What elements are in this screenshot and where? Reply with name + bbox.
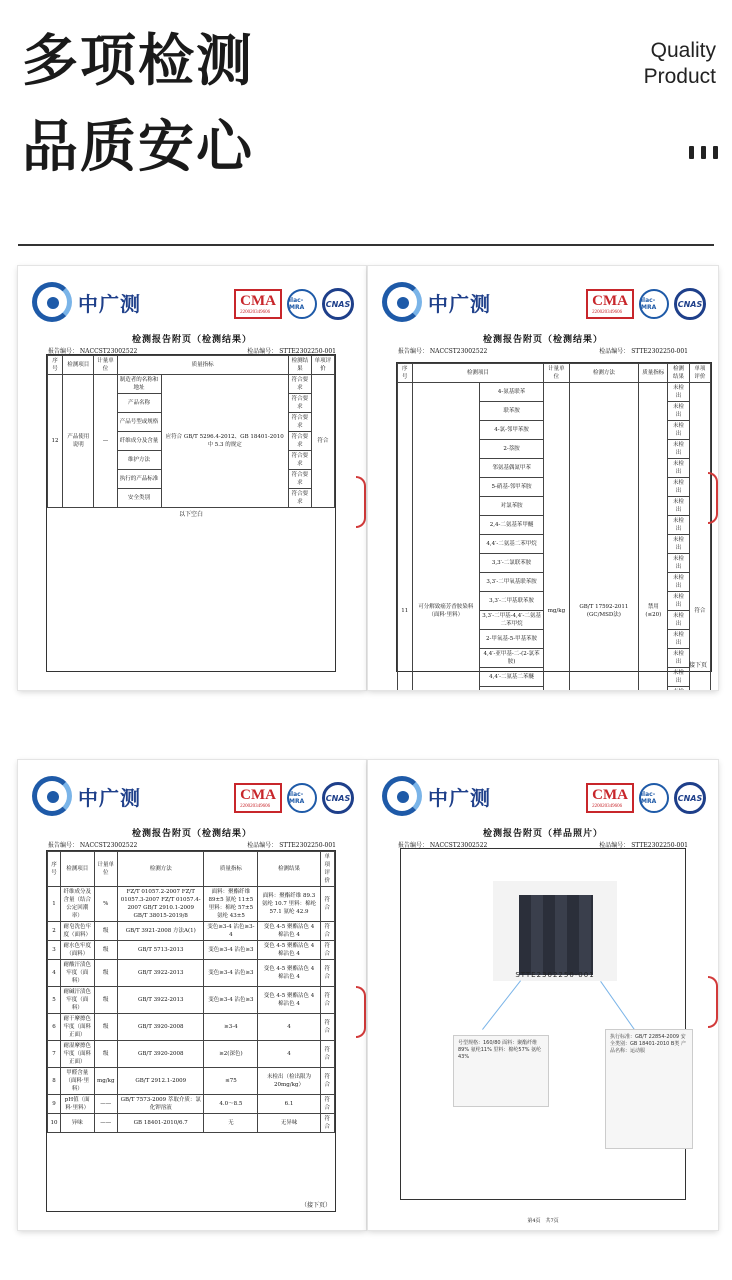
verdict-cell: 符合 (311, 375, 334, 508)
continued-note: 接下页 (688, 662, 707, 669)
result-cell: 未检出 (668, 554, 689, 573)
result-cell: 4 (258, 1014, 320, 1041)
method-cell: FZ/T 01057.2-2007 FZ/T 01057.3-2007 FZ/T 01057.4-2007 GB/T 2910.1-2009 GB/T 38015-2019/8 (118, 887, 204, 922)
spec-cell: 变色≥3-4 沾色≥3-4 (204, 922, 258, 941)
table-header-cell: 序号 (48, 356, 63, 375)
item-cell: 甲醛含量（面料·里料） (60, 1068, 94, 1095)
cnas-mark-icon: CNAS (674, 782, 706, 814)
amine-cell: 5-硝基-邻甲苯胺 (479, 478, 543, 497)
seq-cell: 4 (48, 960, 61, 987)
table-row (48, 960, 335, 987)
table-header-row (48, 356, 335, 375)
verdict-cell: 符合 (320, 1095, 334, 1114)
cert-marks (586, 782, 706, 814)
table-header-cell: 计量单位 (544, 364, 569, 383)
lab-logo-icon (32, 776, 72, 816)
report-sheet-1 (18, 266, 366, 690)
table-row (48, 1114, 335, 1133)
amine-cell: 4,4′-二氨基二苯甲烷 (479, 535, 543, 554)
result-cell: 未检出 (668, 649, 689, 668)
verdict-cell: 符合 (320, 960, 334, 987)
unit-cell: mg/kg (544, 383, 569, 691)
cnas-mark-icon: CNAS (322, 288, 354, 320)
result-cell: 符合要求 (288, 489, 311, 508)
spec-cell: 变色≥3-4 沾色≥3 (204, 941, 258, 960)
table-header-cell: 检测结果 (668, 364, 689, 383)
item-cell: 耐水色牢度（面料） (60, 941, 94, 960)
amine-cell: 3,3′-二甲氧基联苯胺 (479, 573, 543, 592)
report-sheet-3 (18, 760, 366, 1230)
unit-cell: 级 (94, 941, 117, 960)
amine-cell: 4,4′-亚甲基-二-(2-氯苯胺) (479, 649, 543, 668)
unit-cell: —— (94, 1095, 117, 1114)
spec-cell: ≥3-4 (204, 1014, 258, 1041)
table-header-cell: 检测项目 (63, 356, 94, 375)
seq-cell: 12 (48, 375, 63, 508)
lab-logo-icon (32, 282, 72, 322)
amine-cell: 2-萘胺 (479, 440, 543, 459)
method-cell: GB/T 3922-2013 (118, 987, 204, 1014)
ilac-mark-icon: ilac-MRA (639, 289, 669, 319)
unit-cell: % (94, 887, 117, 922)
seal-stamp-icon (708, 472, 718, 524)
criterion-cell: 安全类别 (117, 489, 161, 508)
method-cell: GB/T 17592-2011 (GC/MSD法) (569, 383, 639, 691)
method-cell: GB/T 2912.1-2009 (118, 1068, 204, 1095)
seq-cell: 10 (48, 1114, 61, 1133)
table-header-cell: 单项评价 (311, 356, 334, 375)
quality-badge (644, 38, 716, 90)
sample-number: 检品编号： STTE2302250-001 (247, 348, 336, 355)
criterion-cell: 执行的产品标准 (117, 470, 161, 489)
unit-cell: — (94, 375, 117, 508)
connector-line (600, 981, 635, 1031)
table-header-cell: 质量指标 (204, 852, 258, 887)
table-row (48, 987, 335, 1014)
seq-cell: 11 (398, 383, 413, 691)
limit-cell: 禁用 (≤20) (639, 383, 668, 691)
report-number: 报告编号： NACCST23002522 (398, 348, 488, 355)
table-row (48, 1095, 335, 1114)
table-row (398, 383, 711, 402)
table-header-cell: 检测项目 (60, 852, 94, 887)
spec-cell: 4.0～8.5 (204, 1095, 258, 1114)
sample-number: 检品编号： STTE2302250-001 (599, 348, 688, 355)
result-cell: 变色 4-5 聚酯沾色 4 棉沾色 4 (258, 941, 320, 960)
table-row (48, 1041, 335, 1068)
item-cell: 耐干摩擦色牢度（面料正面） (60, 1014, 94, 1041)
criterion-cell: 产品名称 (117, 394, 161, 413)
method-cell: GB/T 3920-2008 (118, 1014, 204, 1041)
amine-table (397, 363, 711, 690)
item-cell: 产品使用说明 (63, 375, 94, 508)
report-frame (396, 362, 712, 684)
result-cell: 符合要求 (288, 394, 311, 413)
report-frame (46, 354, 336, 672)
care-label-1: 号型规格：160/80 面料：聚酯纤维89% 氨纶11% 里料：棉纶57% 氨纶43% (453, 1035, 549, 1107)
table-header-cell: 检测结果 (258, 852, 320, 887)
report-number: 报告编号： NACCST23002522 (398, 842, 488, 849)
result-cell: 未检出 (668, 668, 689, 687)
result-cell: 未检出 (668, 440, 689, 459)
table-header-cell: 检测方法 (569, 364, 639, 383)
cert-marks (234, 782, 354, 814)
continued-note: （接下页） (300, 1202, 331, 1209)
amine-cell: 联苯胺 (479, 402, 543, 421)
lab-logo (382, 282, 491, 322)
standard-cell: 应符合 GB/T 5296.4-2012、GB 18401-2010 中 5.3 的规定 (161, 375, 288, 508)
table-header-cell: 序号 (48, 852, 61, 887)
cnas-mark-icon: CNAS (674, 288, 706, 320)
table-row (48, 1014, 335, 1041)
result-cell: 变色 4-5 聚酯沾色 4 棉沾色 4 (258, 987, 320, 1014)
verdict-cell: 符合 (320, 987, 334, 1014)
cma-mark-icon: CMA 220020349606 (586, 783, 634, 813)
item-cell: pH值（面料·里料） (60, 1095, 94, 1114)
amine-cell: 3,3′-二氯联苯胺 (479, 554, 543, 573)
table-header-cell: 检测结果 (288, 356, 311, 375)
result-cell: 面料：聚酯纤维 89.3 氨纶 10.7 里料：棉纶 57.1 氨纶 42.9 (258, 887, 320, 922)
criterion-cell: 制造者的名称和地址 (117, 375, 161, 394)
item-cell: 纤维成分及含量（结合公定回潮率） (60, 887, 94, 922)
report-title: 检测报告附页（检测结果） (482, 335, 603, 345)
result-cell: 未检出 (668, 630, 689, 649)
report-number: 报告编号： NACCST23002522 (48, 348, 138, 355)
unit-cell: 级 (94, 960, 117, 987)
spec-cell: 无 (204, 1114, 258, 1133)
item-cell: 耐酸汗渍色牢度（面料） (60, 960, 94, 987)
divider (18, 244, 714, 246)
sample-number: 检品编号： STTE2302250-001 (247, 842, 336, 849)
method-cell: GB/T 3922-2013 (118, 960, 204, 987)
amine-cell: 邻氨基偶氮甲苯 (479, 459, 543, 478)
lab-logo (32, 776, 141, 816)
report-sheet-2 (368, 266, 718, 690)
amine-cell: 4-氨基联苯 (479, 383, 543, 402)
seq-cell: 7 (48, 1041, 61, 1068)
result-cell: 未检出 (668, 516, 689, 535)
lab-logo-text: 中广测 (428, 291, 491, 316)
result-table (47, 851, 335, 1133)
amine-cell: 对氯苯胺 (479, 497, 543, 516)
method-cell: GB/T 7573-2009 萃取介质：氯化钾溶液 (118, 1095, 204, 1114)
hero-title-line1: 多项检测 (22, 29, 254, 94)
blank-note: 以下空白 (178, 511, 203, 518)
unit-cell: 级 (94, 1041, 117, 1068)
cma-mark-icon: CMA 220020349606 (234, 289, 282, 319)
result-cell: 变色 4-5 聚酯沾色 4 棉沾色 4 (258, 960, 320, 987)
table-header-row (48, 852, 335, 887)
result-cell: 未检出 (668, 478, 689, 497)
table-header-cell: 检测方法 (118, 852, 204, 887)
result-cell (668, 687, 689, 691)
amine-cell: 2,4-二氨基苯甲醚 (479, 516, 543, 535)
amine-cell: 4,4′-二氨基二苯醚 (479, 668, 543, 687)
amine-cell: 4-氯-邻甲苯胺 (479, 421, 543, 440)
ilac-mark-icon: ilac-MRA (639, 783, 669, 813)
method-cell: GB/T 5713-2013 (118, 941, 204, 960)
verdict-cell: 符合 (320, 1041, 334, 1068)
table-header-cell: 质量指标 (117, 356, 288, 375)
unit-cell: —— (94, 1114, 117, 1133)
result-cell: 4 (258, 1041, 320, 1068)
spec-cell: ≥2(深色) (204, 1041, 258, 1068)
lab-logo-text: 中广测 (78, 785, 141, 810)
unit-cell: 级 (94, 1014, 117, 1041)
table-header-cell: 检测项目 (412, 364, 544, 383)
seq-cell: 9 (48, 1095, 61, 1114)
lab-logo-icon (382, 776, 422, 816)
table-row (48, 887, 335, 922)
report-title: 检测报告附页（样品照片） (482, 829, 603, 839)
criterion-cell: 维护方法 (117, 451, 161, 470)
report-frame (46, 850, 336, 1212)
verdict-cell: 符合 (320, 1014, 334, 1041)
report-sheet-4 (368, 760, 718, 1230)
table-row (48, 922, 335, 941)
method-cell: GB/T 3921-2008 方法A(1) (118, 922, 204, 941)
page-footer: 第4页 共7页 (527, 1218, 559, 1224)
table-row (48, 1068, 335, 1095)
report-title: 检测报告附页（检测结果） (131, 829, 252, 839)
report-meta (398, 346, 688, 355)
result-cell: 未检出 (668, 611, 689, 630)
badge-line1: Quality (650, 39, 716, 62)
spec-cell: 变色≥3-4 沾色≥3 (204, 987, 258, 1014)
spec-cell: ≤75 (204, 1068, 258, 1095)
unit-cell: 级 (94, 987, 117, 1014)
ilac-mark-icon: ilac-MRA (287, 783, 317, 813)
amine-cell (479, 687, 543, 691)
table-row (48, 941, 335, 960)
cert-marks (586, 288, 706, 320)
result-cell: 无异味 (258, 1114, 320, 1133)
amine-cell: 3,3′-二甲基联苯胺 (479, 592, 543, 611)
item-cell: 耐碱汗渍色牢度（面料） (60, 987, 94, 1014)
seq-cell: 5 (48, 987, 61, 1014)
table-header-cell: 单项评价 (320, 852, 334, 887)
result-cell: 符合要求 (288, 451, 311, 470)
item-cell: 异味 (60, 1114, 94, 1133)
table-header-row (398, 364, 711, 383)
lab-logo-text: 中广测 (428, 785, 491, 810)
cnas-mark-icon: CNAS (322, 782, 354, 814)
criterion-cell: 产品号型或规格 (117, 413, 161, 432)
amine-cell: 3,3′-二甲基-4,4′-二氨基二苯甲烷 (479, 611, 543, 630)
verdict-cell: 符合 (320, 887, 334, 922)
report-meta (48, 840, 336, 849)
method-cell: GB/T 3920-2008 (118, 1041, 204, 1068)
more-dots-icon (689, 146, 718, 159)
report-number: 报告编号： NACCST23002522 (48, 842, 138, 849)
criterion-cell: 纤维成分及含量 (117, 432, 161, 451)
spec-cell: 面料：聚酯纤维 89±5 氨纶 11±5 里料：棉纶 57±5 氨纶 43±5 (204, 887, 258, 922)
result-cell: 6.1 (258, 1095, 320, 1114)
lab-logo-text: 中广测 (78, 291, 141, 316)
hero-title-line2: 品质安心 (22, 115, 254, 180)
unit-cell: mg/kg (94, 1068, 117, 1095)
result-cell: 未检出 (668, 535, 689, 554)
badge-line2: Product (643, 65, 716, 88)
result-cell: 符合要求 (288, 413, 311, 432)
lab-logo (32, 282, 141, 322)
table-header-cell: 计量单位 (94, 356, 117, 375)
seq-cell: 3 (48, 941, 61, 960)
verdict-cell: 符合 (320, 922, 334, 941)
item-cell: 可分解致癌芳香胺染料（面料·里料） (412, 383, 479, 691)
result-cell: 符合要求 (288, 470, 311, 489)
result-cell: 未检出 (668, 573, 689, 592)
ilac-mark-icon: ilac-MRA (287, 289, 317, 319)
item-cell: 耐湿摩擦色牢度（面料正面） (60, 1041, 94, 1068)
seq-cell: 1 (48, 887, 61, 922)
verdict-cell: 符合 (320, 1114, 334, 1133)
sample-tag: STTE2302250-001 (515, 971, 595, 979)
cma-mark-icon: CMA 220020349606 (234, 783, 282, 813)
result-cell: 未检出 (668, 402, 689, 421)
lab-logo-icon (382, 282, 422, 322)
lab-logo (382, 776, 491, 816)
report-title: 检测报告附页（检测结果） (131, 335, 252, 345)
amine-cell: 2-甲氧基-5-甲基苯胺 (479, 630, 543, 649)
seq-cell: 8 (48, 1068, 61, 1095)
cert-marks (234, 288, 354, 320)
result-cell: 变色 4-5 聚酯沾色 4 棉沾色 4 (258, 922, 320, 941)
seq-cell: 6 (48, 1014, 61, 1041)
connector-line (482, 980, 521, 1029)
sample-photo-frame (400, 848, 686, 1200)
spec-cell: 变色≥3-4 沾色≥3 (204, 960, 258, 987)
verdict-cell: 符合 (320, 1068, 334, 1095)
result-cell: 符合要求 (288, 375, 311, 394)
result-cell: 未检出 (668, 497, 689, 516)
table-row (48, 375, 335, 394)
method-cell: GB 18401-2010/6.7 (118, 1114, 204, 1133)
table-header-cell: 质量指标 (639, 364, 668, 383)
result-cell: 未检出 (668, 459, 689, 478)
seal-stamp-icon (356, 986, 366, 1038)
result-cell: 未检出（检出限为20mg/kg） (258, 1068, 320, 1095)
verdict-cell: 符合 (320, 941, 334, 960)
result-cell: 符合要求 (288, 432, 311, 451)
hero (0, 0, 732, 246)
result-cell: 未检出 (668, 421, 689, 440)
table-header-cell: 单项评价 (689, 364, 710, 383)
seal-stamp-icon (356, 476, 366, 528)
seq-cell: 2 (48, 922, 61, 941)
seal-stamp-icon (708, 976, 718, 1028)
table-header-cell: 序号 (398, 364, 413, 383)
verdict-cell: 符合 (689, 383, 710, 691)
result-cell: 未检出 (668, 592, 689, 611)
result-cell: 未检出 (668, 383, 689, 402)
unit-cell: 级 (94, 922, 117, 941)
care-label-2: 执行标准：GB/T 22854-2009 安全类别：GB 18401-2010 B类 产品名称：运动服 (605, 1029, 693, 1149)
sample-number: 检品编号： STTE2302250-001 (599, 842, 688, 849)
result-table (47, 355, 335, 508)
cma-mark-icon: CMA 220020349606 (586, 289, 634, 319)
sample-photo (493, 881, 617, 981)
garment-image (519, 895, 593, 975)
table-header-cell: 计量单位 (94, 852, 117, 887)
item-cell: 耐皂洗色牢度（面料） (60, 922, 94, 941)
